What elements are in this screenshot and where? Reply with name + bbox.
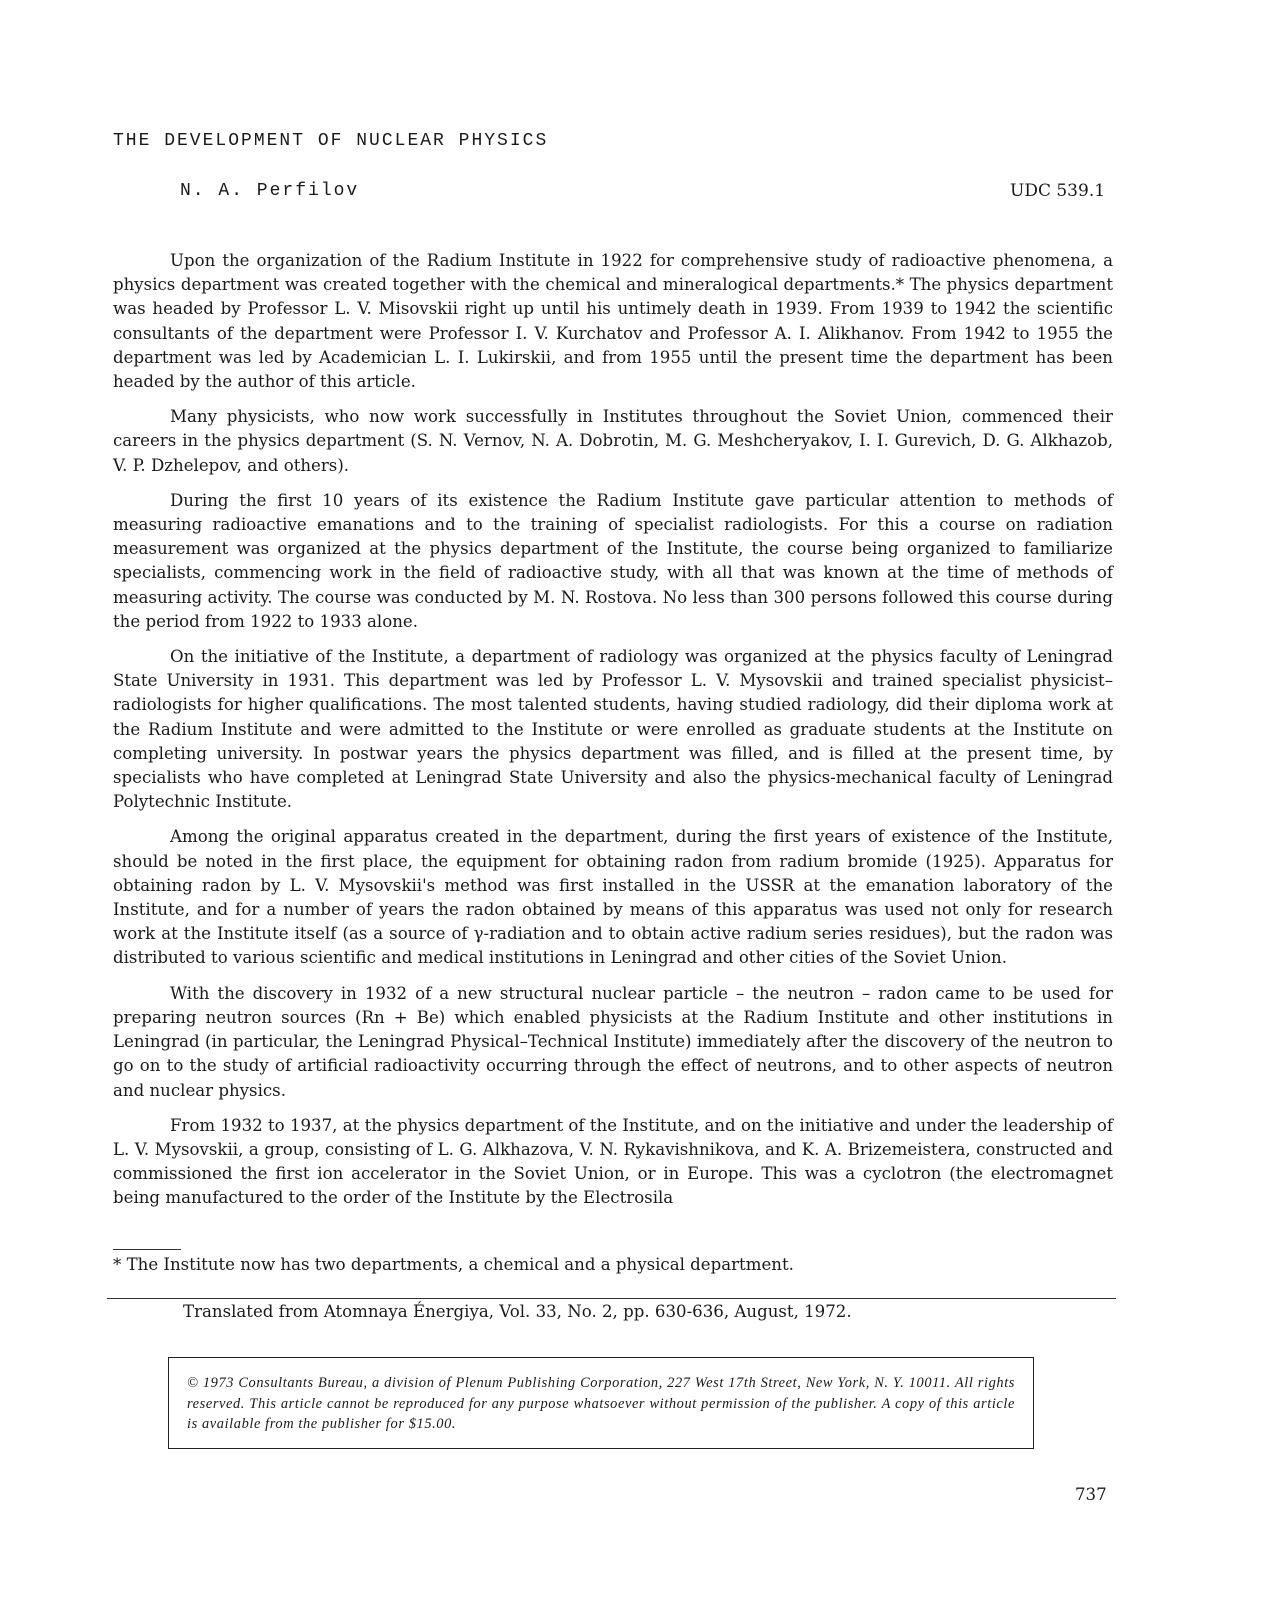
paragraph: With the discovery in 1932 of a new structural nuclear particle – the neutron – radon came to be used for preparing neutron sources (Rn + Be) which enabled physicists at the Radium Institute and other institutions in Leningrad (in particular, the Leningrad Physical–Technical Institute) immediately after the discovery of the neutron to go on to the study of artificial radioactivity occurring through the effect of neutrons, and to other aspects of neutron and nuclear physics. — [113, 983, 1113, 1100]
copyright-notice: © 1973 Consultants Bureau, a division of Plenum Publishing Corporation, 227 West 17th Street, New York, N. Y. 10011. All rights reserved. This article cannot be reproduced for any purpose whatsoever without permission of the publisher. A copy of this article is available from the publisher for $15.00. — [187, 1375, 1015, 1432]
article-body — [113, 249, 1113, 1222]
author-name: N. A. Perfilov — [180, 181, 360, 201]
copyright-box — [168, 1357, 1034, 1449]
paragraph: During the first 10 years of its existence the Radium Institute gave particular attention to methods of measuring radioactive emanations and to the training of specialist radiologists. For this a course on radiation measurement was organized at the physics department of the Institute, the course being organized to familiarize specialists, commencing work in the field of radioactive study, with all that was known at the time of methods of measuring activity. The course was conducted by M. N. Rostova. No less than 300 persons followed this course during the period from 1922 to 1933 alone. — [113, 490, 1113, 631]
paragraph: Among the original apparatus created in the department, during the first years of existence of the Institute, should be noted in the first place, the equipment for obtaining radon from radium bromide (1925). Apparatus for obtaining radon by L. V. Mysovskii's method was first installed in the USSR at the emanation laboratory of the Institute, and for a number of years the radon obtained by means of this apparatus was used not only for research work at the Institute itself (as a source of γ-radiation and to obtain active radium series residues), but the radon was distributed to various scientific and medical institutions in Leningrad and other cities of the Soviet Union. — [113, 827, 1113, 968]
paragraph: On the initiative of the Institute, a department of radiology was organized at the physics faculty of Leningrad State University in 1931. This department was led by Professor L. V. Mysovskii and trained specialist physicist–radiologists for higher qualifications. The most talented students, having studied radiology, did their diploma work at the Radium Institute and were admitted to the Institute or were enrolled as graduate students at the Institute on completing university. In postwar years the physics department was filled, and is filled at the present time, by specialists who have completed at Leningrad State University and also the physics-mechanical faculty of Leningrad Polytechnic Institute. — [113, 647, 1113, 812]
article-title: THE DEVELOPMENT OF NUCLEAR PHYSICS — [113, 131, 549, 151]
page-number: 737 — [1075, 1485, 1107, 1504]
footnote-divider — [113, 1249, 181, 1250]
udc-code: UDC 539.1 — [1010, 181, 1106, 201]
footnote: * The Institute now has two departments, a chemical and a physical department. — [113, 1255, 794, 1274]
paragraph: Many physicists, who now work successfully in Institutes throughout the Soviet Union, commenced their careers in the physics department (S. N. Vernov, N. A. Dobrotin, M. G. Meshcheryakov, I. I. Gurevich, D. G. Alkhazob, V. P. Dzhelepov, and others). — [113, 407, 1113, 475]
horizontal-rule — [107, 1298, 1116, 1299]
translation-source: Translated from Atomnaya Énergiya, Vol. 33, No. 2, pp. 630-636, August, 1972. — [183, 1302, 852, 1321]
paragraph: Upon the organization of the Radium Institute in 1922 for comprehensive study of radioactive phenomena, a physics department was created together with the chemical and mineralogical departments.* The physics department was headed by Professor L. V. Misovskii right up until his untimely death in 1939. From 1939 to 1942 the scientific consultants of the department were Professor I. V. Kurchatov and Professor A. I. Alikhanov. From 1942 to 1955 the department was led by Academician L. I. Lukirskii, and from 1955 until the present time the department has been headed by the author of this article. — [113, 251, 1113, 392]
paragraph: From 1932 to 1937, at the physics department of the Institute, and on the initiative and under the leadership of L. V. Mysovskii, a group, consisting of L. G. Alkhazova, V. N. Rykavishnikova, and K. A. Brizemeistera, constructed and commissioned the first ion accelerator in the Soviet Union, or in Europe. This was a cyclotron (the electromagnet being manufactured to the order of the Institute by the Electrosila — [113, 1115, 1113, 1208]
